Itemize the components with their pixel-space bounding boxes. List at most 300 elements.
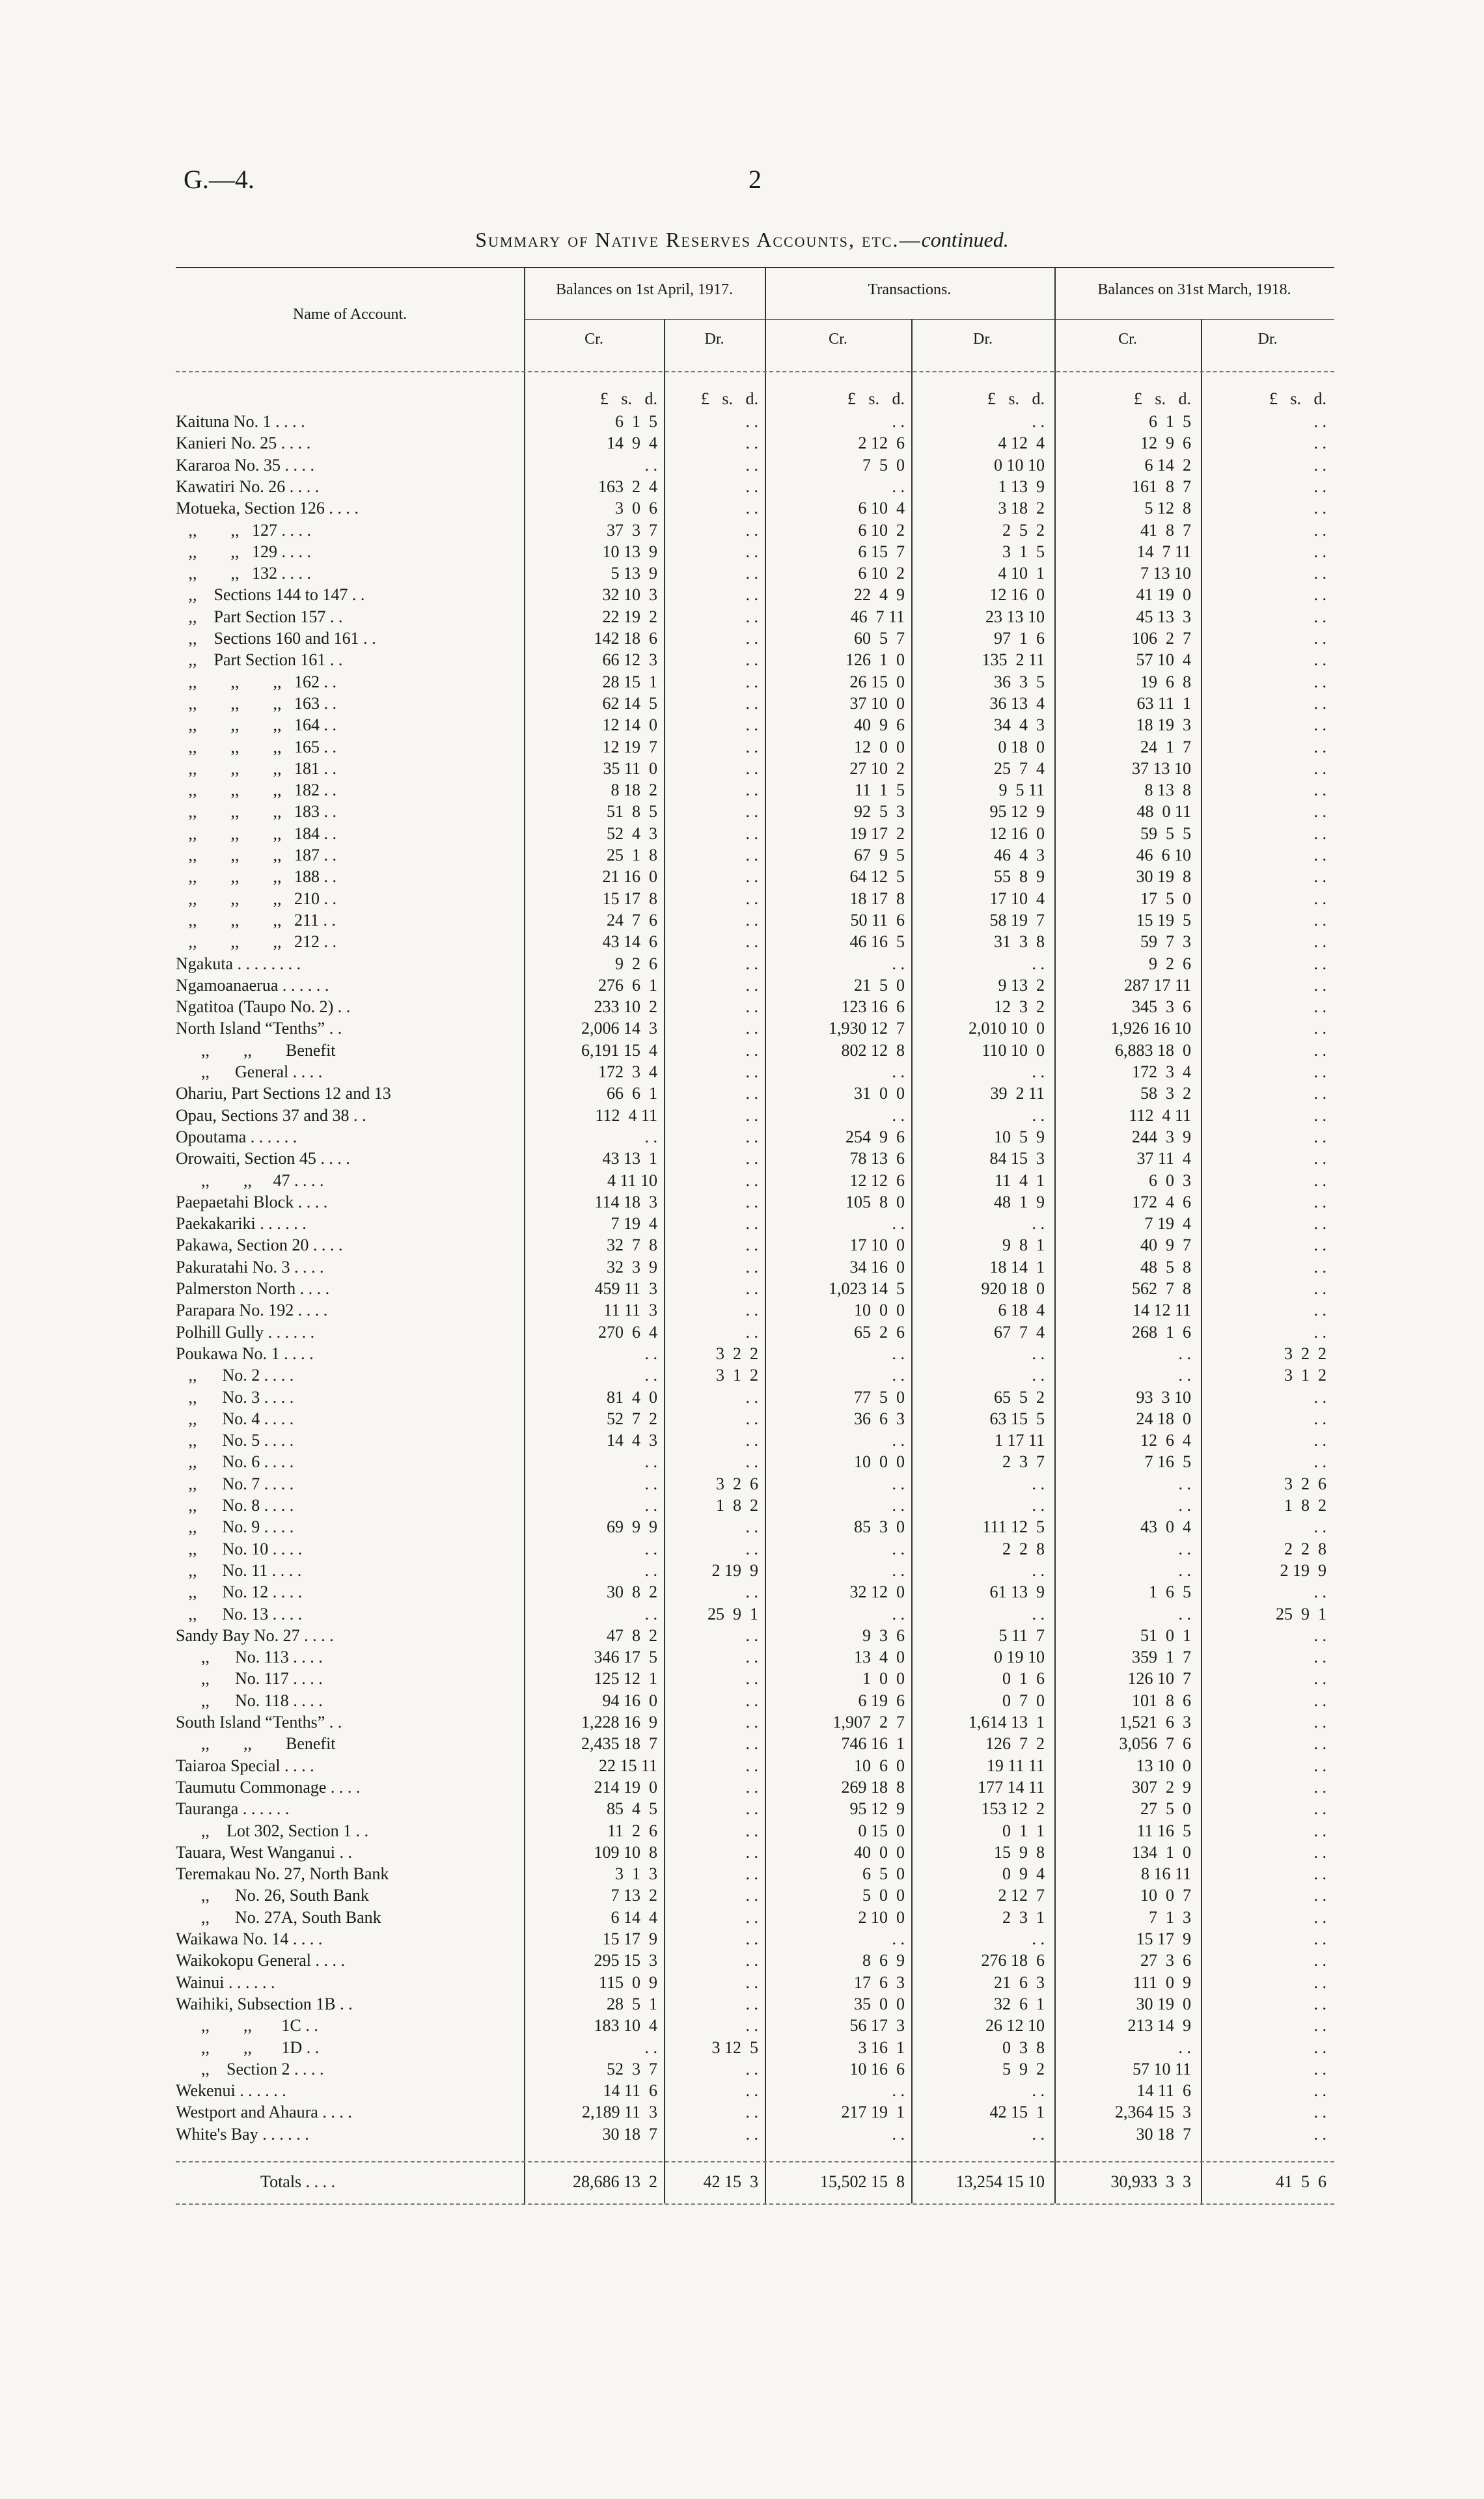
table-row (0, 932, 1484, 952)
dr-1917: . . (745, 650, 758, 670)
account-name: ,, Sections 144 to 147 . . (176, 585, 365, 605)
dr-transactions: 6 18 4 (998, 1301, 1045, 1320)
account-name: ,, No. 4 . . . . (176, 1409, 294, 1428)
dr-1917: . . (745, 1777, 758, 1797)
dr-1918: . . (1313, 542, 1326, 561)
account-name: Tauranga . . . . . . (176, 1799, 290, 1819)
dr-1918: . . (1313, 1625, 1326, 1645)
cr-1918: 172 4 6 (1132, 1192, 1191, 1211)
account-name: Waihiki, Subsection 1B . . (176, 1994, 353, 2013)
cr-1917: 270 6 4 (598, 1322, 657, 1342)
cr-transactions: . . (892, 1496, 905, 1515)
unit-label: £ s. d. (847, 389, 905, 408)
table-row (0, 1452, 1484, 1472)
header-balances-1918: Balances on 31st March, 1918. (1097, 281, 1291, 298)
account-name: Kararoa No. 35 . . . . (176, 455, 314, 475)
cr-transactions: 19 17 2 (849, 823, 905, 843)
unit-label: £ s. d. (700, 389, 758, 408)
dr-1917: 1 8 2 (716, 1496, 758, 1515)
cr-transactions: 36 6 3 (854, 1409, 905, 1428)
dr-1918: . . (1313, 1799, 1326, 1819)
table-row (0, 694, 1484, 713)
account-name: ,, ,, 1D . . (176, 2037, 320, 2057)
header-balances-1917: Balances on 1st April, 1917. (556, 281, 733, 298)
cr-transactions: 746 16 1 (841, 1734, 905, 1754)
cr-1917: 6 14 4 (611, 1907, 657, 1927)
dr-1918: . . (1313, 1929, 1326, 1948)
dr-transactions: 126 7 2 (985, 1734, 1045, 1754)
cr-1918: 43 0 4 (1140, 1517, 1191, 1537)
dr-transactions: . . (1032, 1560, 1045, 1580)
cr-1918: 7 19 4 (1144, 1214, 1191, 1234)
table-row (0, 456, 1484, 475)
dr-transactions: 0 10 10 (994, 455, 1045, 475)
account-name: ,, No. 12 . . . . (176, 1582, 303, 1602)
cr-1917: 25 1 8 (607, 846, 657, 864)
cr-transactions: 8 6 9 (862, 1951, 905, 1970)
dr-1918: . . (1313, 1648, 1326, 1667)
dr-transactions: . . (1032, 1105, 1045, 1125)
cr-1917: 66 6 1 (607, 1084, 657, 1103)
cr-1917: 30 18 7 (602, 2124, 657, 2144)
cr-1917: . . (644, 1127, 657, 1146)
cr-transactions: 21 5 0 (854, 975, 905, 995)
cr-1917: 112 4 11 (595, 1105, 657, 1125)
account-name: ,, ,, ,, 211 . . (176, 910, 337, 930)
account-name: ,, ,, ,, 162 . . (176, 672, 337, 691)
totals-cr-transactions: 15,502 15 8 (820, 2172, 905, 2191)
dr-transactions: 15 9 8 (994, 1842, 1045, 1862)
account-name: ,, ,, ,, 182 . . (176, 780, 337, 800)
cr-1918: 8 16 11 (1140, 1864, 1191, 1884)
table-row (0, 2103, 1484, 2122)
dr-1918: . . (1313, 564, 1326, 583)
table-row (0, 1127, 1484, 1147)
cr-transactions: 6 15 7 (858, 542, 905, 561)
cr-transactions: . . (892, 1062, 905, 1081)
cr-transactions: 1,023 14 5 (829, 1279, 905, 1298)
dr-1918: . . (1313, 1279, 1326, 1298)
account-name: Teremakau No. 27, North Bank (176, 1864, 389, 1884)
dr-1917: . . (745, 802, 758, 821)
cr-transactions: . . (892, 954, 905, 973)
dr-1917: . . (745, 867, 758, 887)
table-row (0, 1864, 1484, 1884)
cr-1918: 14 7 11 (1136, 542, 1191, 561)
account-name: Parapara No. 192 . . . . (176, 1301, 328, 1320)
cr-1917: 7 19 4 (611, 1214, 657, 1234)
cr-1918: 17 5 0 (1140, 889, 1191, 908)
dr-1917: . . (745, 910, 758, 930)
dr-1918: . . (1313, 802, 1326, 821)
table-row (0, 1236, 1484, 1255)
dr-1917: . . (745, 1691, 758, 1710)
dr-transactions: 32 6 1 (994, 1994, 1045, 2013)
dr-1917: . . (745, 1713, 758, 1732)
account-name: ,, No. 2 . . . . (176, 1366, 294, 1385)
cr-1917: . . (644, 1539, 657, 1558)
dr-transactions: 0 3 8 (1002, 2037, 1045, 2057)
title-continued: continued. (921, 228, 1009, 251)
dr-transactions: 135 2 11 (982, 650, 1045, 670)
dr-1918: . . (1313, 846, 1326, 864)
cr-transactions: 40 0 0 (854, 1842, 905, 1862)
page-number: 2 (749, 165, 762, 194)
cr-1918: 101 8 6 (1132, 1691, 1191, 1710)
header-cr-transactions: Cr. (829, 331, 847, 348)
dr-1918: . . (1313, 715, 1326, 735)
dr-1918: . . (1313, 867, 1326, 887)
cr-transactions: . . (892, 1214, 905, 1234)
table-row (0, 1908, 1484, 1927)
title-main: Summary of Native Reserves Accounts, etc.— (475, 228, 922, 251)
cr-transactions: 1,907 2 7 (832, 1713, 905, 1732)
cr-1918: 18 19 3 (1136, 715, 1191, 735)
cr-1917: 81 4 0 (607, 1387, 657, 1407)
cr-1917: 94 16 0 (602, 1691, 657, 1710)
table-row (0, 607, 1484, 627)
cr-1917: 43 14 6 (602, 932, 657, 952)
dr-1917: 25 9 1 (708, 1604, 758, 1623)
account-name: Waikawa No. 14 . . . . (176, 1929, 323, 1948)
dr-transactions: 67 7 4 (994, 1322, 1045, 1342)
cr-transactions: 0 15 0 (858, 1821, 905, 1840)
dr-1918: . . (1313, 2081, 1326, 2101)
cr-1917: 346 17 5 (594, 1648, 657, 1667)
dr-1917: 3 2 2 (716, 1344, 758, 1363)
account-name: Polhill Gully . . . . . . (176, 1322, 315, 1342)
account-name: ,, ,, ,, 212 . . (176, 932, 337, 952)
dr-1917: . . (745, 1756, 758, 1775)
table-row (0, 1756, 1484, 1776)
account-name: ,, ,, 47 . . . . (176, 1170, 324, 1190)
cr-1918: 41 19 0 (1136, 585, 1191, 605)
account-name: ,, No. 9 . . . . (176, 1517, 294, 1537)
table-row (0, 1258, 1484, 1277)
dr-1918: . . (1313, 1517, 1326, 1537)
table-row (0, 1431, 1484, 1450)
table-row (0, 1843, 1484, 1862)
cr-1918: 12 6 4 (1140, 1431, 1191, 1450)
account-name: Waikokopu General . . . . (176, 1951, 345, 1970)
cr-1917: 11 11 3 (603, 1301, 657, 1320)
dr-1918: . . (1313, 823, 1326, 843)
cr-transactions: 64 12 5 (849, 867, 905, 887)
cr-transactions: 3 16 1 (858, 2037, 905, 2057)
dr-transactions: 2 12 7 (998, 1886, 1045, 1905)
table-row (0, 585, 1484, 605)
cr-1918: 58 3 2 (1140, 1084, 1191, 1103)
dr-1918: . . (1313, 889, 1326, 908)
cr-1917: 114 18 3 (594, 1192, 657, 1211)
cr-transactions: 17 6 3 (854, 1972, 905, 1992)
dr-transactions: . . (1032, 1062, 1045, 1081)
dr-1918: . . (1313, 1322, 1326, 1342)
dr-1917: . . (745, 1821, 758, 1840)
account-name: ,, No. 11 . . . . (176, 1560, 302, 1580)
cr-1917: 52 3 7 (607, 2059, 657, 2078)
cr-1918: 172 3 4 (1132, 1062, 1191, 1081)
cr-1917: 52 4 3 (607, 823, 657, 843)
account-name: ,, ,, ,, 181 . . (176, 758, 337, 778)
dr-transactions: 3 1 5 (1002, 542, 1045, 561)
dr-1918: . . (1313, 520, 1326, 540)
account-name: ,, No. 27A, South Bank (176, 1907, 381, 1927)
cr-1918: 5 12 8 (1144, 499, 1191, 518)
dr-1918: . . (1313, 1994, 1326, 2013)
dr-transactions: 10 5 9 (994, 1127, 1045, 1146)
cr-transactions: 10 0 0 (854, 1301, 905, 1320)
dr-transactions: 25 7 4 (994, 758, 1045, 778)
dr-1917: . . (745, 1387, 758, 1407)
cr-1917: 109 10 8 (594, 1842, 657, 1862)
table-row (0, 542, 1484, 562)
dr-1918: 3 1 2 (1284, 1366, 1326, 1385)
cr-1918: 7 16 5 (1144, 1452, 1191, 1472)
cr-1917: 2,189 11 3 (581, 2103, 657, 2122)
dr-1917: . . (745, 975, 758, 995)
dr-1918: . . (1313, 1777, 1326, 1797)
cr-transactions: 6 10 2 (858, 564, 905, 583)
cr-1917: 276 6 1 (598, 975, 657, 995)
dr-1918: . . (1313, 476, 1326, 496)
cr-1918: 41 8 7 (1140, 520, 1191, 540)
cr-1918: 93 3 10 (1136, 1387, 1191, 1407)
account-name: Orowaiti, Section 45 . . . . (176, 1149, 350, 1168)
cr-1918: . . (1178, 1604, 1191, 1623)
dr-transactions: 55 8 9 (994, 867, 1045, 887)
dr-1917: 3 2 6 (716, 1474, 758, 1493)
cr-transactions: . . (892, 2124, 905, 2144)
dr-1917: . . (745, 1322, 758, 1342)
dr-1917: . . (745, 434, 758, 453)
table-row (0, 1973, 1484, 1993)
dr-1917: . . (745, 1409, 758, 1428)
cr-1918: 14 12 11 (1132, 1301, 1191, 1320)
dr-1917: . . (745, 520, 758, 540)
cr-transactions: 56 17 3 (849, 2016, 905, 2036)
cr-1917: 8 18 2 (611, 780, 657, 800)
cr-1918: 1,521 6 3 (1119, 1713, 1191, 1732)
table-row (0, 1669, 1484, 1689)
dr-1917: . . (745, 997, 758, 1017)
table-row (0, 1019, 1484, 1038)
cr-transactions: 12 0 0 (854, 737, 905, 756)
dr-1918: 2 19 9 (1280, 1560, 1326, 1580)
dr-transactions: 4 10 1 (998, 564, 1045, 583)
cr-transactions: 1,930 12 7 (829, 1019, 905, 1038)
dr-1917: . . (745, 1994, 758, 2013)
table-row (0, 1474, 1484, 1494)
table-row (0, 1951, 1484, 1970)
dr-1918: . . (1313, 997, 1326, 1017)
cr-transactions: . . (892, 1105, 905, 1125)
dr-1918: . . (1313, 412, 1326, 431)
totals-cr-1917: 28,686 13 2 (573, 2172, 657, 2191)
unit-label: £ s. d. (599, 389, 657, 408)
cr-1917: 115 0 9 (598, 1972, 657, 1992)
dr-1917: . . (745, 1236, 758, 1255)
account-name: Ngatitoa (Taupo No. 2) . . (176, 997, 351, 1017)
dr-1918: . . (1313, 1105, 1326, 1125)
dr-1917: . . (745, 1972, 758, 1992)
cr-1917: 3 0 6 (615, 499, 657, 518)
cr-1917: 15 17 8 (602, 889, 657, 908)
dr-1917: . . (745, 1105, 758, 1125)
dr-1917: . . (745, 1842, 758, 1862)
cr-1918: 27 5 0 (1140, 1799, 1191, 1819)
cr-1918: 134 1 0 (1132, 1842, 1191, 1862)
cr-1918: 3,056 7 6 (1119, 1734, 1191, 1754)
cr-1917: 214 19 0 (594, 1777, 657, 1797)
dr-transactions: 58 19 7 (989, 910, 1045, 930)
dr-transactions: 9 5 11 (998, 780, 1045, 800)
cr-transactions: . . (892, 1344, 905, 1363)
cr-transactions: . . (892, 1560, 905, 1580)
table-row (0, 1279, 1484, 1299)
dr-transactions: 3 18 2 (998, 499, 1045, 518)
cr-1917: 172 3 4 (598, 1062, 657, 1081)
cr-1918: 45 13 3 (1136, 607, 1191, 626)
cr-1917: 52 7 2 (607, 1409, 657, 1428)
dr-1917: . . (745, 1149, 758, 1168)
table-row (0, 1106, 1484, 1125)
dr-transactions: 63 15 5 (989, 1409, 1045, 1428)
totals-row (0, 2172, 1484, 2192)
cr-transactions: . . (892, 412, 905, 431)
table-row (0, 976, 1484, 995)
dr-transactions: 2 3 1 (1002, 1907, 1045, 1927)
dr-1917: . . (745, 2059, 758, 2078)
cr-1918: 63 11 1 (1136, 693, 1191, 713)
dr-1917: 3 12 5 (711, 2037, 758, 2057)
cr-1918: 7 1 3 (1149, 1907, 1191, 1927)
dr-transactions: 9 8 1 (1002, 1236, 1045, 1255)
table-row (0, 1214, 1484, 1234)
totals-cr-1918: 30,933 3 3 (1110, 2172, 1191, 2191)
dr-transactions: . . (1032, 1214, 1045, 1234)
account-name: ,, No. 13 . . . . (176, 1604, 303, 1623)
dr-transactions: 23 13 10 (985, 607, 1045, 626)
cr-1917: . . (644, 1604, 657, 1623)
header-cr-1917: Cr. (584, 331, 603, 348)
cr-transactions: . . (892, 1431, 905, 1450)
cr-1918: 7 13 10 (1140, 564, 1191, 583)
dr-1918: . . (1313, 1669, 1326, 1689)
dr-1918: . . (1313, 1972, 1326, 1992)
dr-1917: . . (745, 2124, 758, 2144)
dr-1918: . . (1313, 780, 1326, 800)
cr-1918: 46 6 10 (1136, 846, 1191, 864)
table-row (0, 1084, 1484, 1103)
account-name: Motueka, Section 126 . . . . (176, 499, 359, 518)
dr-transactions: 46 4 3 (994, 846, 1045, 864)
table-row (0, 1691, 1484, 1711)
account-name: ,, Lot 302, Section 1 . . (176, 1821, 369, 1840)
cr-transactions: 35 0 0 (854, 1994, 905, 2013)
cr-1918: 11 16 5 (1136, 1821, 1191, 1840)
cr-transactions: 6 5 0 (862, 1864, 905, 1884)
cr-1917: 43 13 1 (602, 1149, 657, 1168)
table-row (0, 672, 1484, 692)
cr-transactions: 2 12 6 (858, 434, 905, 453)
cr-1917: 62 14 5 (602, 693, 657, 713)
cr-1917: 295 15 3 (594, 1951, 657, 1970)
totals-dr-transactions: 13,254 15 10 (955, 2172, 1045, 2191)
dr-1917: . . (745, 585, 758, 605)
table-row (0, 824, 1484, 844)
account-name: Kaituna No. 1 . . . . (176, 412, 305, 431)
cr-transactions: 67 9 5 (854, 846, 905, 864)
dr-transactions: 36 3 5 (994, 672, 1045, 691)
table-row (0, 911, 1484, 930)
dr-transactions: . . (1032, 1366, 1045, 1385)
dr-1918: . . (1313, 693, 1326, 713)
dr-transactions: . . (1032, 1496, 1045, 1515)
account-name: Wekenui . . . . . . (176, 2081, 286, 2101)
table-row (0, 2060, 1484, 2079)
table-row (0, 846, 1484, 865)
dr-transactions: 1 13 9 (998, 476, 1045, 496)
cr-1918: 9 2 6 (1149, 954, 1191, 973)
cr-1918: 287 17 11 (1123, 975, 1191, 995)
cr-1917: 66 12 3 (602, 650, 657, 670)
dr-transactions: 36 13 4 (989, 693, 1045, 713)
cr-transactions: 5 0 0 (862, 1886, 905, 1905)
table-row (0, 1605, 1484, 1624)
cr-transactions: 269 18 8 (841, 1777, 905, 1797)
dr-1917: . . (745, 1625, 758, 1645)
account-name: ,, No. 26, South Bank (176, 1886, 369, 1905)
table-row (0, 1799, 1484, 1819)
account-name: ,, No. 10 . . . . (176, 1539, 303, 1558)
cr-1918: 268 1 6 (1132, 1322, 1191, 1342)
dr-transactions: 21 6 3 (994, 1972, 1045, 1992)
dr-1918: . . (1313, 1214, 1326, 1234)
account-name: Palmerston North . . . . (176, 1279, 330, 1298)
dr-1918: . . (1313, 1951, 1326, 1970)
dr-1917: . . (745, 1257, 758, 1277)
table-row (0, 1778, 1484, 1797)
dr-transactions: 61 13 9 (989, 1582, 1045, 1602)
dr-1917: . . (745, 499, 758, 518)
table-row (0, 1323, 1484, 1342)
cr-1918: 48 0 11 (1136, 802, 1191, 821)
dr-1918: . . (1313, 2124, 1326, 2144)
account-name: Taumutu Commonage . . . . (176, 1777, 361, 1797)
dr-transactions: 2 3 7 (1002, 1452, 1045, 1472)
dr-1917: . . (745, 1951, 758, 1970)
cr-1918: . . (1178, 1539, 1191, 1558)
dr-transactions: 276 18 6 (981, 1951, 1045, 1970)
unit-label: £ s. d. (1269, 389, 1326, 408)
dr-transactions: 177 14 11 (977, 1777, 1045, 1797)
table-row (0, 997, 1484, 1017)
table-row (0, 477, 1484, 497)
cr-transactions: . . (892, 476, 905, 496)
cr-1917: . . (644, 455, 657, 475)
dr-1918: . . (1313, 650, 1326, 670)
cr-1917: 14 9 4 (607, 434, 657, 453)
table-row (0, 1626, 1484, 1646)
table-row (0, 412, 1484, 432)
dr-1917: . . (745, 1734, 758, 1754)
dr-1918: . . (1313, 1886, 1326, 1905)
cr-1917: 37 3 7 (607, 520, 657, 540)
dr-transactions: 0 19 10 (994, 1648, 1045, 1667)
dr-1917: . . (745, 715, 758, 735)
dr-1918: . . (1313, 672, 1326, 691)
